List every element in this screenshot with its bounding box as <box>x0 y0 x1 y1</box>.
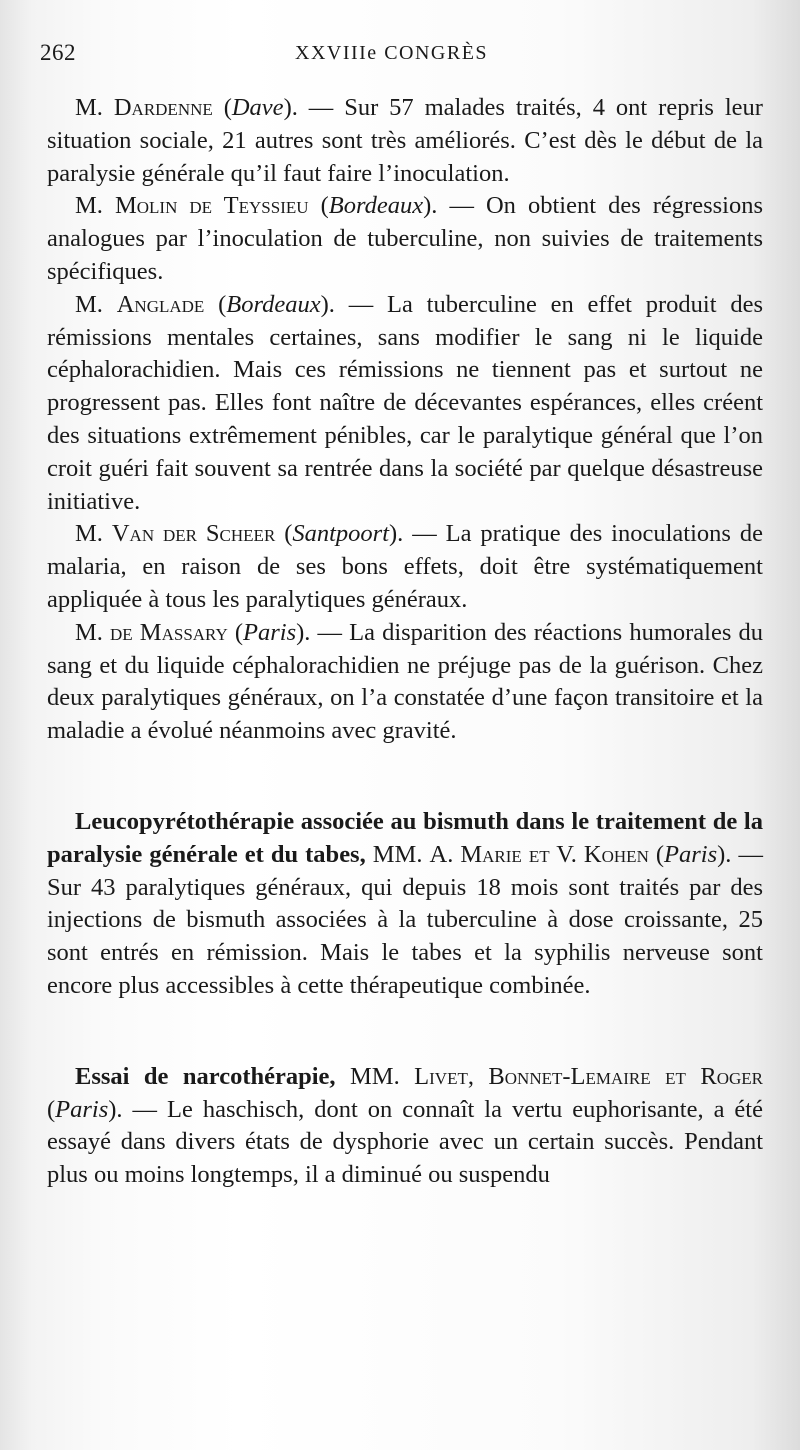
page-header <box>40 40 760 76</box>
discussion-paragraph: M. de Massary (Paris). — La disparition des réactions humorales du sang et du liquide céphalorachidien ne préjuge pas de la guérison. Chez deux paralytiques généraux, on l’a constatée d’une façon transitoire et la maladie a évolué néanmoins avec gravité. <box>47 618 763 745</box>
running-head: XXVIIIe CONGRÈS <box>295 42 489 64</box>
paragraph-text: La disparition des réactions humorales du sang et du liquide céphalorachidien ne préjuge pas de la guérison. Chez deux paralytiques généraux, on l’a constatée d’une façon transitoire et la maladie a évolué néanmoins avec gravité. <box>47 618 763 745</box>
discussion-paragraph: M. Van der Scheer (Santpoort). — La pratique des inoculations de malaria, en raison de ses bons effets, doit être systématiquement appliquée à tous les paralytiques généraux. <box>47 520 763 613</box>
communication-place: Paris <box>664 840 718 868</box>
communication-text: Sur 43 paralytiques généraux, qui depuis 18 mois sont traités par des injections de bismuth associées à la tuberculine à dose croissante, 25 sont entrés en rémission. Mais le tabes et la syphilis nerveuse sont encore plus accessibles à cette thérapeutique combinée. <box>47 873 763 999</box>
communication-place: Paris <box>55 1095 109 1123</box>
paragraph-text: La pratique des inoculations de malaria, en raison de ses bons effets, doit être systématiquement appliquée à tous les paralytiques généraux. <box>47 520 763 613</box>
speaker-name: de Massary <box>110 618 228 646</box>
communication-authors: Livet, Bonnet-Lemaire et Roger <box>414 1062 763 1090</box>
speaker-place: Santpoort <box>292 520 390 548</box>
discussion-paragraph: M. Dardenne (Dave). — Sur 57 malades traités, 4 ont repris leur situation sociale, 21 autres sont très améliorés. C’est dès le début de la paralysie générale qu’il faut faire l’inoculation. <box>47 94 763 187</box>
speaker-name: Anglade <box>116 290 205 318</box>
speaker-place: Bordeaux <box>226 290 321 318</box>
communication-paragraph: Leucopyrétothérapie associée au bismuth dans le traitement de la paralysie générale et du tabes, MM. A. Marie et V. Kohen (Paris). — Sur 43 paralytiques généraux, qui depuis 18 mois sont traités par des injections de bismuth associées à la tuberculine à dose croissante, 25 sont entrés en rémission. Mais le tabes et la syphilis nerveuse sont encore plus accessibles à cette thérapeutique combinée. <box>47 807 763 999</box>
page-number: 262 <box>40 40 76 65</box>
communication-title: Leucopyrétothérapie associée au bismuth dans le traitement de la paralysie générale et du tabes, <box>47 807 763 868</box>
paragraph-text: La tuberculine en effet produit des rémissions mentales certaines, sans modifier le sang ni le liquide céphalorachidien. Mais ces rémissions ne tiennent pas et surtout ne progressent pas. Elles font naître de décevantes espérances, elles créent des situations extrêmement pénibles, car le paralytique général que l’on croit guéri fait souvent sa rentrée dans la société par quelque désastreuse initiative. <box>47 290 764 515</box>
speaker-place: Bordeaux <box>328 192 424 220</box>
paragraph-text: Sur 57 malades traités, 4 ont repris leur situation sociale, 21 autres sont très améliorés. C’est dès le début de la paralysie générale qu’il faut faire l’inoculation. <box>47 94 763 187</box>
paragraph-text: On obtient des régressions analogues par l’inoculation de tuberculine, non suivies de traitements spécifiques. <box>47 192 763 285</box>
communication-authors: A. Marie et V. Kohen <box>429 840 649 868</box>
speaker-name: Molin de Teyssieu <box>114 192 309 220</box>
discussion-paragraph: M. Molin de Teyssieu (Bordeaux). — On obtient des régressions analogues par l’inoculation de tuberculine, non suivies de traitements spécifiques. <box>47 192 763 285</box>
speaker-place: Dave <box>231 94 284 121</box>
communication-title: Essai de narcothérapie, <box>75 1062 336 1090</box>
body-text <box>47 92 763 1192</box>
speaker-name: Van der Scheer <box>111 520 276 548</box>
discussion-paragraph: M. Anglade (Bordeaux). — La tuberculine en effet produit des rémissions mentales certaines, sans modifier le sang ni le liquide céphalorachidien. Mais ces rémissions ne tiennent pas et surtout ne progressent pas. Elles font naître de décevantes espérances, elles créent des situations extrêmement pénibles, car le paralytique général que l’on croit guéri fait souvent sa rentrée dans la société par quelque désastreuse initiative. <box>47 290 764 515</box>
communication-text: Le haschisch, dont on connaît la vertu euphorisante, a été essayé dans divers états de dysphorie avec un certain succès. Pendant plus ou moins longtemps, il a diminué ou suspendu <box>47 1095 763 1189</box>
speaker-place: Paris <box>243 618 297 646</box>
communication-paragraph: Essai de narcothérapie, MM. Livet, Bonnet-Lemaire et Roger (Paris). — Le haschisch, dont on connaît la vertu euphorisante, a été essayé dans divers états de dysphorie avec un certain succès. Pendant plus ou moins longtemps, il a diminué ou suspendu <box>47 1062 763 1189</box>
speaker-name: Dardenne <box>113 94 213 121</box>
